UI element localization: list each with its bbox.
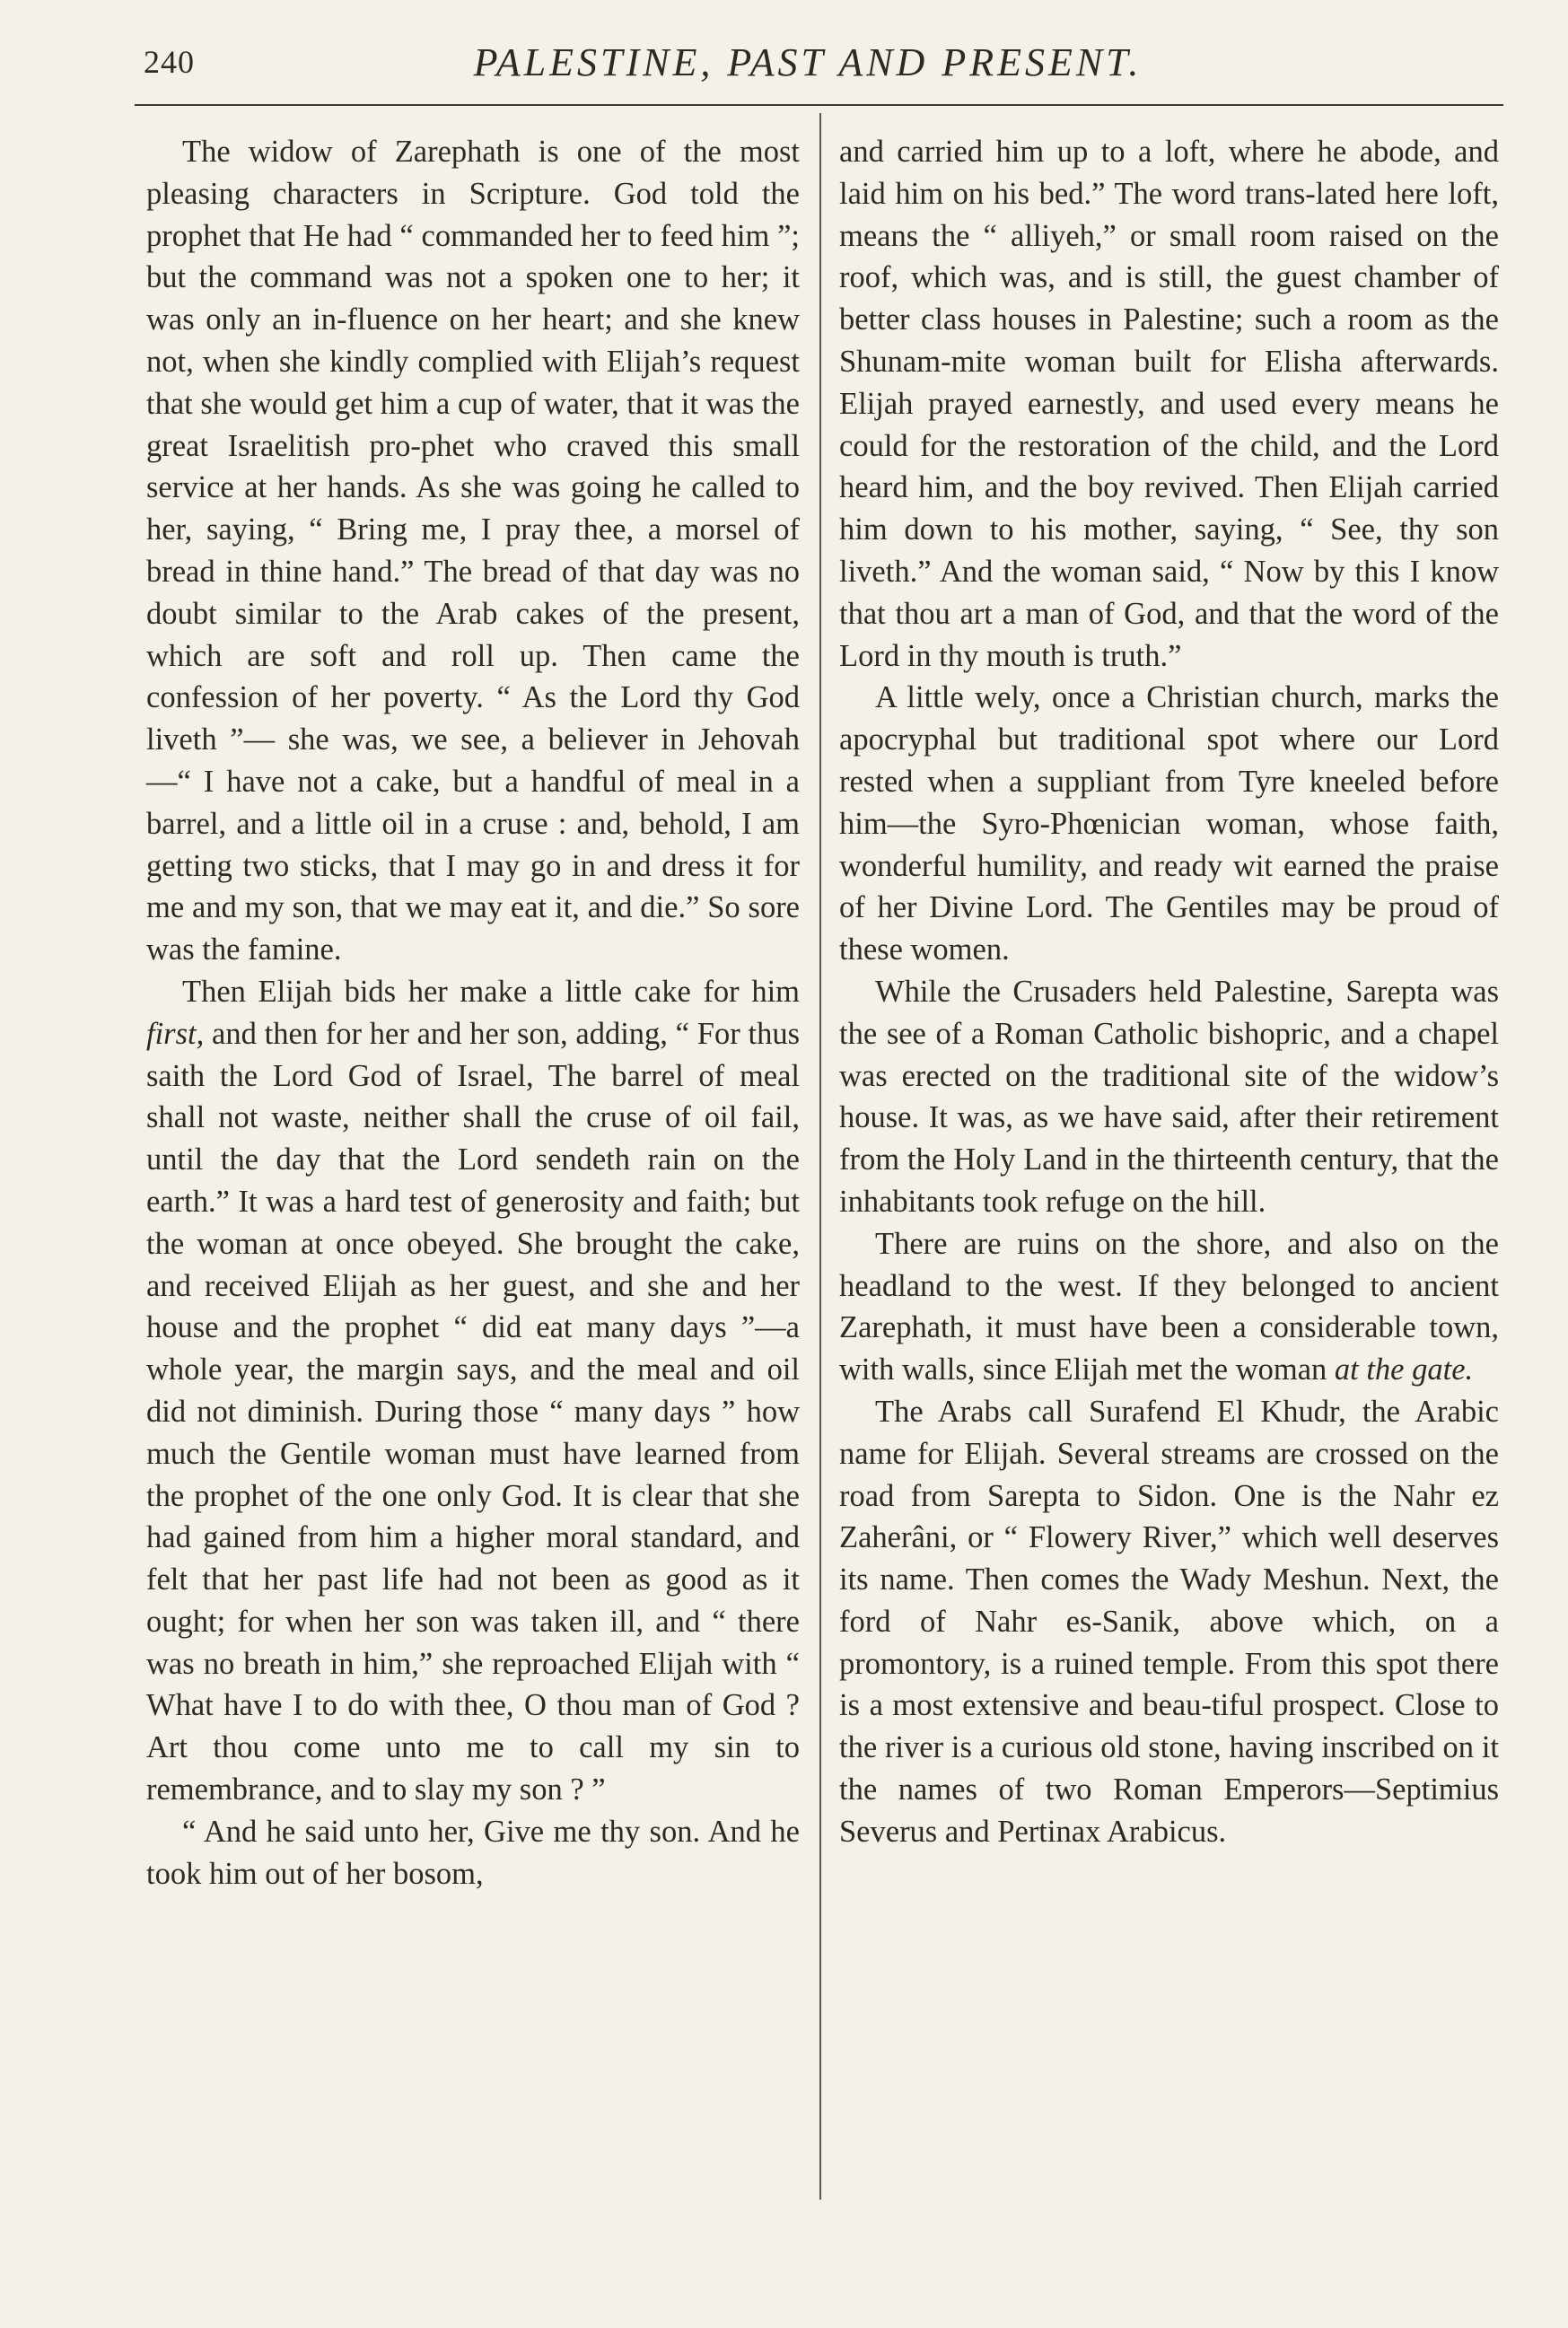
paragraph <box>839 1223 1499 1391</box>
text-run: There are ruins on the shore, and also on the headland to the west. If they belonged to ancient Zarephath, it must have been a considerable town, with walls, since Elijah met the woman <box>839 1226 1499 1387</box>
text-run: Then Elijah bids her make a little cake for him <box>182 974 800 1009</box>
paragraph: A little wely, once a Christian church, marks the apocryphal but traditional spot where our Lord rested when a suppliant from Tyre kneeled before him—the Syro-Phœnician woman, whose faith, wonderful humility, and ready wit earned the praise of her Divine Lord. The Gentiles may be proud of these women. <box>839 680 1499 967</box>
column-divider <box>819 113 821 2200</box>
paragraph <box>146 971 800 1811</box>
paragraph: The widow of Zarephath is one of the most pleasing characters in Scripture. God told the prophet that He had “ commanded her to feed him ”; but the command was not a spoken one to her; it was only an in-fluence on her heart; and she knew not, when she kindly complied with Elijah’s request that she would get him a cup of water, that it was the great Israelitish pro-phet who craved this small service at her hands. As she was going he called to her, saying, “ Bring me, I pray thee, a morsel of bread in thine hand.” The bread of that day was no doubt similar to the Arab cakes of the present, which are soft and roll up. Then came the confession of her poverty. “ As the Lord thy God liveth ”— she was, we see, a believer in Jehovah —“ I have not a cake, but a handful of meal in a barrel, and a little oil in a cruse : and, behold, I am getting two sticks, that I may go in and dress it for me and my son, that we may eat it, and die.” So sore was the famine. <box>146 135 800 967</box>
paragraph: While the Crusaders held Palestine, Sarepta was the see of a Roman Catholic bishopric, and a chapel was erected on the traditional site of the widow’s house. It was, as we have said, after their retirement from the Holy Land in the thirteenth century, that the inhabitants took refuge on the hill. <box>839 974 1499 1219</box>
right-column <box>839 131 1499 1853</box>
italic-text: first, <box>146 1016 205 1051</box>
header-rule <box>135 104 1503 106</box>
paragraph: The Arabs call Surafend El Khudr, the Arabic name for Elijah. Several streams are crossed on the road from Sarepta to Sidon. One is the Nahr ez Zaherâni, or “ Flowery River,” which well deserves its name. Then comes the Wady Meshun. Next, the ford of Nahr es-Sanik, above which, on a promontory, is a ruined temple. From this spot there is a most extensive and beau-tiful prospect. Close to the river is a curious old stone, having inscribed on it the names of two Roman Emperors—Septimius Severus and Pertinax Arabicus. <box>839 1394 1499 1849</box>
page-number: 240 <box>144 44 195 80</box>
italic-text: at the gate. <box>1334 1352 1474 1387</box>
left-column <box>146 131 800 1895</box>
running-head: PALESTINE, PAST AND PRESENT. <box>473 40 1143 84</box>
text-run: and then for her and her son, adding, “ For thus saith the Lord God of Israel, The barrel of meal shall not waste, neither shall the cruse of oil fail, until the day that the Lord sendeth rain on the earth.” It was a hard test of generosity and faith; but the woman at once obeyed. She brought the cake, and received Elijah as her guest, and she and her house and the prophet “ did eat many days ”—a whole year, the margin says, and the meal and oil did not diminish. During those “ many days ” how much the Gentile woman must have learned from the prophet of the one only God. It is clear that she had gained from him a higher moral standard, and felt that her past life had not been as good as it ought; for when her son was taken ill, and “ there was no breath in him,” she reproached Elijah with “ What have I to do with thee, O thou man of God ? Art thou come unto me to call my sin to remembrance, and to slay my son ? ” <box>146 1016 800 1807</box>
paragraph: “ And he said unto her, Give me thy son. And he took him out of her bosom, <box>146 1814 800 1891</box>
paragraph: and carried him up to a loft, where he abode, and laid him on his bed.” The word trans-lated here loft, means the “ alliyeh,” or small room raised on the roof, which was, and is still, the guest chamber of better class houses in Palestine; such a room as the Shunam-mite woman built for Elisha afterwards. Elijah prayed earnestly, and used every means he could for the restoration of the child, and the Lord heard him, and the boy revived. Then Elijah carried him down to his mother, saying, “ See, thy son liveth.” And the woman said, “ Now by this I know that thou art a man of God, and that the word of the Lord in thy mouth is truth.” <box>839 135 1499 673</box>
